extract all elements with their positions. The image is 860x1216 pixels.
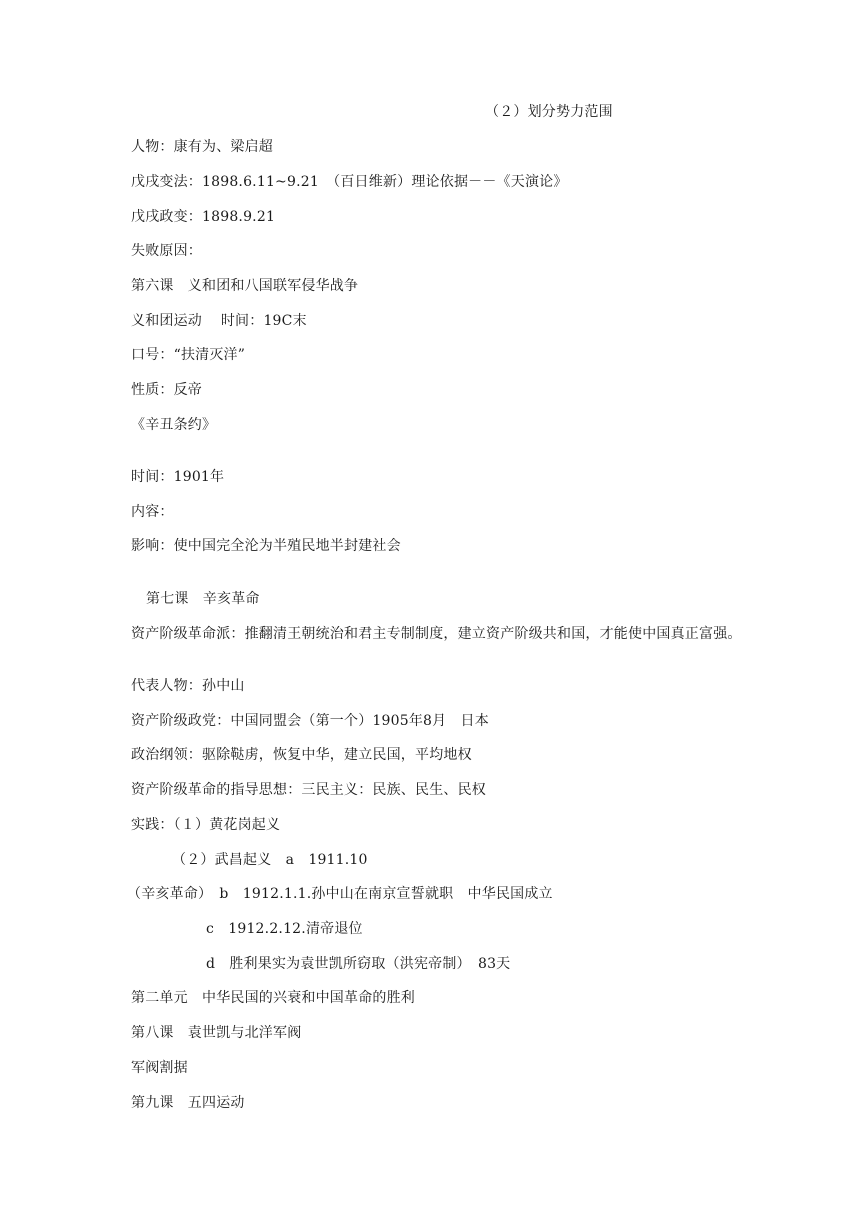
text-line-xinhai-d: d 胜利果实为袁世凯所窃取（洪宪帝制） 83天 — [206, 956, 511, 972]
text-line-representative: 代表人物：孙中山 — [131, 678, 245, 694]
lesson-heading-6: 第六课 义和团和八国联军侵华战争 — [131, 278, 359, 294]
text-line-treaty-time: 时间：1901年 — [131, 469, 225, 485]
unit-heading-2: 第二单元 中华民国的兴衰和中国革命的胜利 — [131, 990, 415, 1006]
text-line-nature: 性质：反帝 — [131, 382, 202, 398]
text-line-ideology: 资产阶级革命的指导思想：三民主义：民族、民生、民权 — [131, 782, 486, 798]
text-line-program: 政治纲领：驱除鞑虏，恢复中华，建立民国，平均地权 — [131, 747, 472, 763]
text-line-revolutionaries: 资产阶级革命派：推翻清王朝统治和君主专制制度，建立资产阶级共和国，才能使中国真正富强。 — [131, 626, 742, 642]
text-line-boxer-movement: 义和团运动 时间：19C末 — [131, 313, 307, 329]
text-line-slogan: 口号：“扶清灭洋” — [131, 347, 246, 363]
text-line-treaty-content: 内容： — [131, 504, 174, 520]
text-line-practice-2: （２）武昌起义 a 1911.10 — [172, 852, 368, 868]
text-line-reform: 戊戌变法：1898.6.11~9.21 （百日维新）理论依据－－《天演论》 — [131, 174, 568, 190]
lesson-heading-9: 第九课 五四运动 — [131, 1095, 245, 1111]
text-line-practice-1: 实践：（１）黄花岗起义 — [131, 817, 281, 833]
text-line-failure-reason: 失败原因： — [131, 243, 202, 259]
text-line-party: 资产阶级政党：中国同盟会（第一个）1905年8月 日本 — [131, 713, 489, 729]
text-line-xinhai-b: （辛亥革命） b 1912.1.1.孙中山在南京宣誓就职 中华民国成立 — [127, 886, 553, 902]
text-line-coup: 戊戌政变：1898.9.21 — [131, 209, 276, 225]
text-line-treaty-impact: 影响：使中国完全沦为半殖民地半封建社会 — [131, 538, 401, 554]
text-line-treaty: 《辛丑条约》 — [131, 417, 217, 433]
lesson-heading-7: 第七课 辛亥革命 — [146, 591, 260, 607]
text-line-xinhai-c: c 1912.2.12.清帝退位 — [206, 921, 363, 937]
section-heading-spheres-of-influence: （２）划分势力范围 — [485, 104, 613, 120]
text-line-warlords: 军阀割据 — [131, 1060, 188, 1076]
lesson-heading-8: 第八课 袁世凯与北洋军阀 — [131, 1025, 302, 1041]
text-line-figures: 人物：康有为、梁启超 — [131, 139, 273, 155]
